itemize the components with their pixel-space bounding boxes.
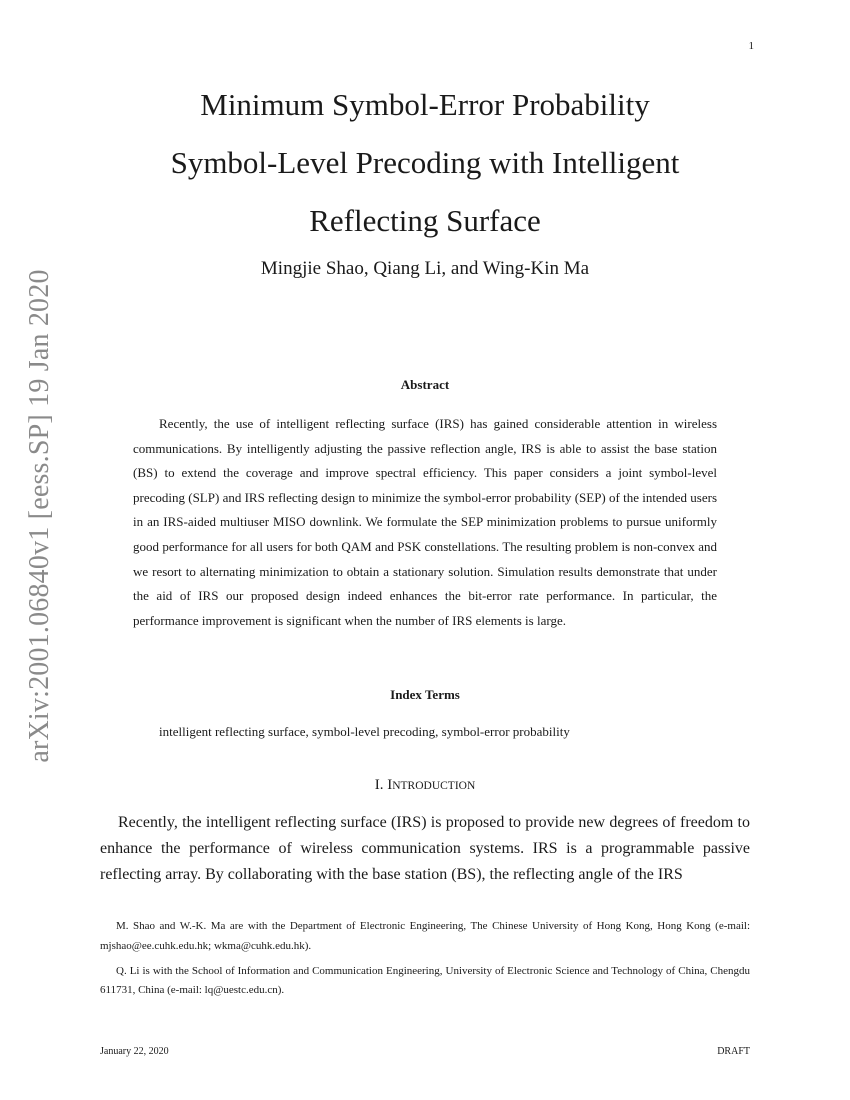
abstract-heading: Abstract <box>400 377 450 392</box>
section-title-rest: NTRODUCTION <box>392 780 476 792</box>
page-number: 1 <box>748 40 754 52</box>
title-line: Reflecting Surface <box>309 203 541 238</box>
paper-title <box>100 76 750 250</box>
footer-date: January 22, 2020 <box>100 1046 169 1057</box>
section-title <box>387 777 475 793</box>
index-terms-heading: Index Terms <box>390 687 460 702</box>
index-terms-body: intelligent reflecting surface, symbol-level precoding, symbol-error probability <box>159 724 570 739</box>
footnote-affiliation-1: M. Shao and W.-K. Ma are with the Department of Electronic Engineering, The Chinese University of Hong Kong, Hong Kong (e-mail: mjshao@ee.cuhk.edu.hk; wkma@cuhk.edu.hk). <box>100 920 750 952</box>
title-line: Symbol-Level Precoding with Intelligent <box>170 145 680 180</box>
section-numeral: I. <box>374 777 384 793</box>
footnote-affiliation-2: Q. Li is with the School of Information and Communication Engineering, University of Electronic Science and Technology of China, Chengdu 611731, China (e-mail: lq@uestc.edu.cn). <box>100 964 750 997</box>
title-line: Minimum Symbol-Error Probability <box>200 87 650 122</box>
section-title-initial: I <box>387 777 393 793</box>
footer-draft-label: DRAFT <box>717 1046 750 1057</box>
abstract-body: Recently, the use of intelligent reflecting surface (IRS) has gained considerable attention in wireless communications. By intelligently adjusting the passive reflection angle, IRS is able to assist the base station (BS) to extend the coverage and improve spectral efficiency. This paper considers a joint symbol-level precoding (SLP) and IRS reflecting design to minimize the symbol-error probability (SEP) of the intended users in an IRS-aided multiuser MISO downlink. We formulate the SEP minimization problems to pursue uniformly good performance for all users for both QAM and PSK constellations. The resulting problem is non-convex and we resort to alternating minimization to obtain a stationary solution. Simulation results demonstrate that under the aid of IRS our proposed design indeed enhances the bit-error rate performance. In particular, the performance improvement is significant when the number of IRS elements is large. <box>133 416 717 628</box>
section-heading-introduction <box>100 777 750 794</box>
arxiv-stamp: arXiv:2001.06840v1 [eess.SP] 19 Jan 2020 <box>24 269 55 763</box>
introduction-paragraph: Recently, the intelligent reflecting surface (IRS) is proposed to provide new degrees of freedom to enhance the performance of wireless communication systems. IRS is a programmable passive reflecting array. By collaborating with the base station (BS), the reflecting angle of the IRS <box>100 814 750 884</box>
author-list: Mingjie Shao, Qiang Li, and Wing-Kin Ma <box>260 258 590 279</box>
footnotes <box>100 917 750 1006</box>
